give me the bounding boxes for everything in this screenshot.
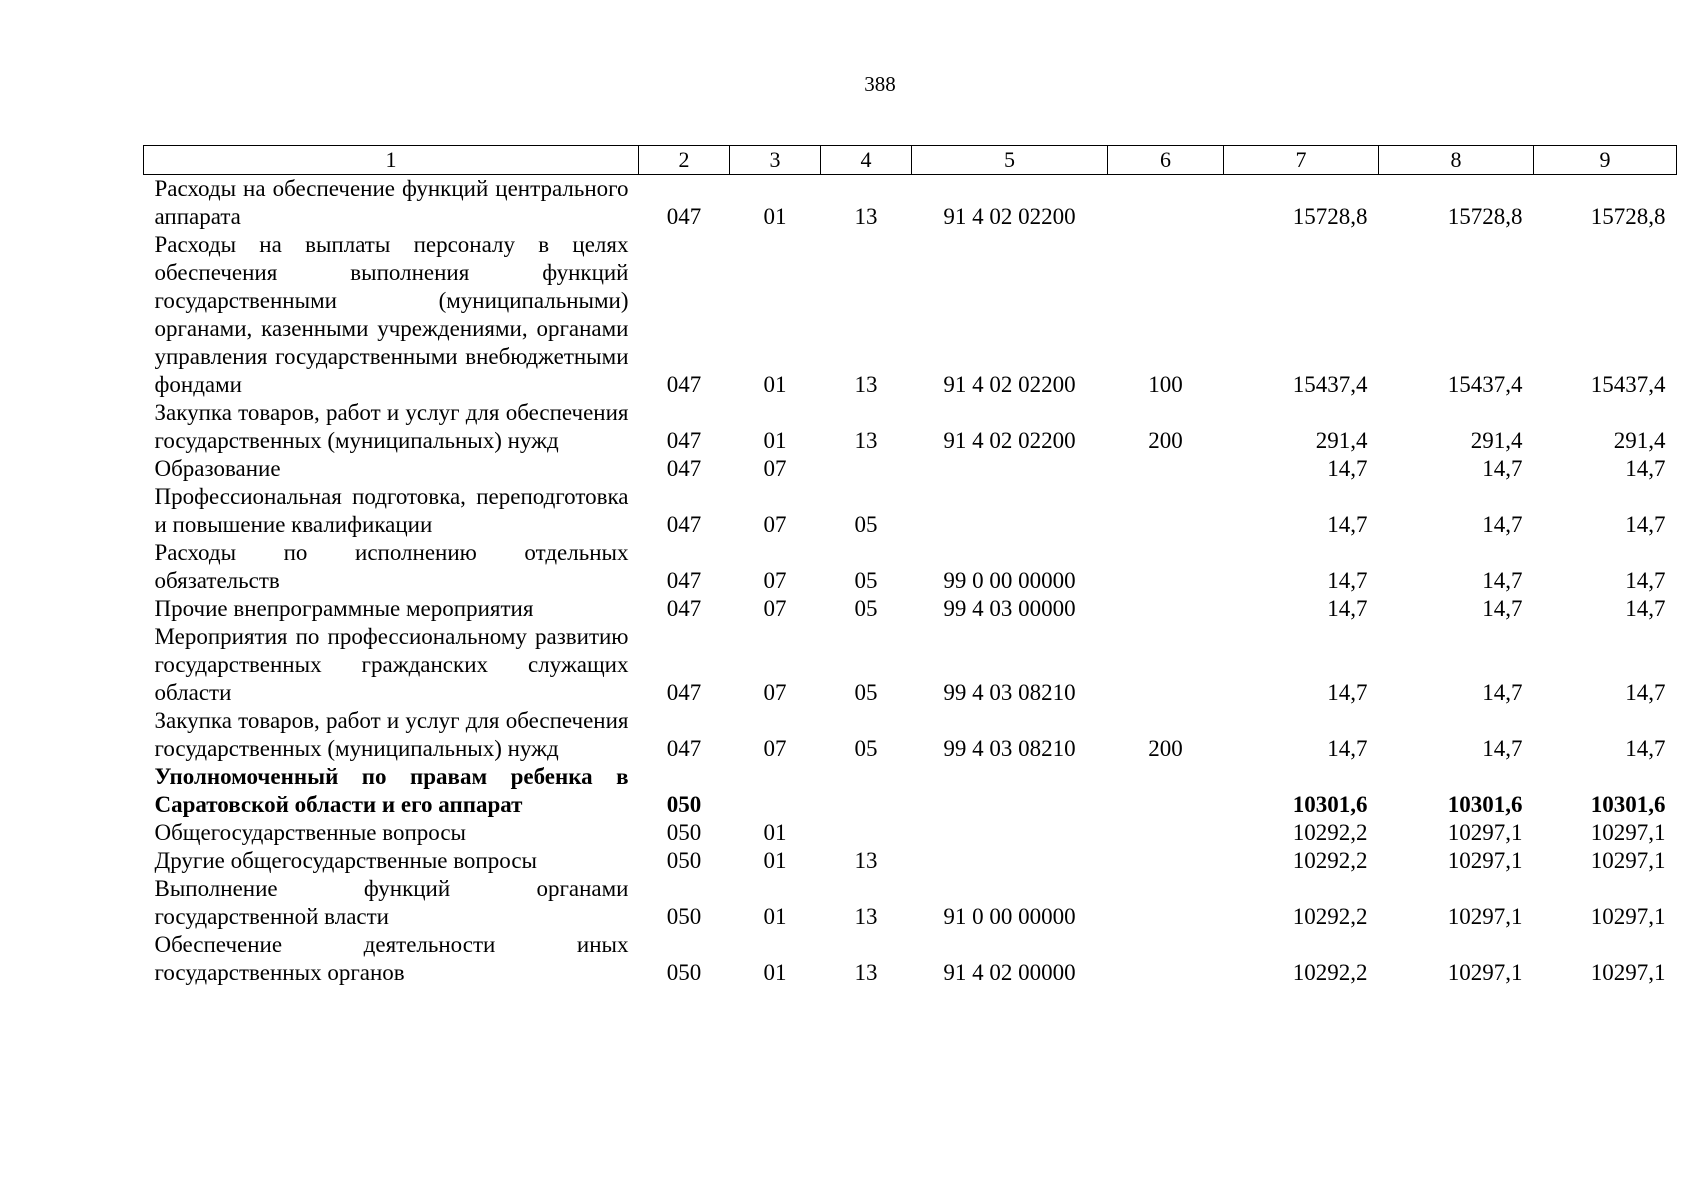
row-subsection-code: 05 <box>854 512 878 537</box>
row-expense-type-code <box>1108 539 1224 595</box>
row-ministry-code: 047 <box>666 568 702 593</box>
table-row <box>144 455 1677 483</box>
row-amount-col-7: 10301,6 <box>1292 792 1368 817</box>
row-subsection-code: 13 <box>854 428 878 453</box>
row-ministry-code: 047 <box>666 596 702 621</box>
row-subsection-code: 05 <box>854 596 878 621</box>
row-description: Профессиональная подготовка, переподготовка и повышение квалификации <box>154 484 629 537</box>
row-target-article-code: 99 4 03 08210 <box>943 736 1076 761</box>
row-description: Расходы на обеспечение функций центрального аппарата <box>154 176 629 229</box>
row-amount-col-8: 10297,1 <box>1447 848 1523 873</box>
row-expense-type-code <box>1108 175 1224 232</box>
header-col-7: 7 <box>1224 146 1379 175</box>
row-expense-type-code <box>1108 483 1224 539</box>
row-expense-type-code <box>1108 455 1224 483</box>
row-amount-col-8: 14,7 <box>1482 596 1523 621</box>
row-target-article-code: 91 4 02 02200 <box>943 428 1076 453</box>
row-section-code: 07 <box>763 568 787 593</box>
table-body <box>144 175 1677 988</box>
header-col-5: 5 <box>912 146 1108 175</box>
row-description: Обеспечение деятельности иных государственных органов <box>154 932 629 985</box>
row-amount-col-7: 14,7 <box>1327 736 1368 761</box>
row-amount-col-7: 10292,2 <box>1292 904 1368 929</box>
row-amount-col-9: 15437,4 <box>1590 372 1666 397</box>
row-subsection-code: 05 <box>854 680 878 705</box>
header-col-4: 4 <box>821 146 912 175</box>
row-amount-col-9: 14,7 <box>1625 736 1666 761</box>
row-target-article-code: 91 4 02 00000 <box>943 960 1076 985</box>
row-amount-col-7: 14,7 <box>1327 680 1368 705</box>
row-target-article-code: 91 4 02 02200 <box>943 372 1076 397</box>
row-target-article-code: 91 0 00 00000 <box>943 904 1076 929</box>
row-ministry-code: 050 <box>666 820 702 845</box>
row-target-article-code: 91 4 02 02200 <box>943 204 1076 229</box>
row-expense-type-code <box>1108 595 1224 623</box>
row-description: Закупка товаров, работ и услуг для обеспечения государственных (муниципальных) нужд <box>154 400 629 453</box>
row-amount-col-7: 14,7 <box>1327 456 1368 481</box>
row-ministry-code: 050 <box>666 960 702 985</box>
row-ministry-code: 047 <box>666 512 702 537</box>
row-target-article-code: 99 4 03 08210 <box>943 680 1076 705</box>
row-target-article-code <box>912 455 1108 483</box>
header-col-8: 8 <box>1379 146 1534 175</box>
row-expense-type-code <box>1108 763 1224 819</box>
row-description: Образование <box>154 456 281 481</box>
row-section-code: 07 <box>763 736 787 761</box>
row-section-code <box>730 763 821 819</box>
row-amount-col-7: 10292,2 <box>1292 820 1368 845</box>
row-amount-col-9: 10297,1 <box>1590 848 1666 873</box>
table-row <box>144 175 1677 232</box>
row-description: Прочие внепрограммные мероприятия <box>154 596 534 621</box>
row-expense-type-code <box>1108 875 1224 931</box>
header-col-2: 2 <box>639 146 730 175</box>
row-subsection-code <box>821 763 912 819</box>
row-amount-col-9: 10297,1 <box>1590 960 1666 985</box>
row-amount-col-8: 15728,8 <box>1447 204 1523 229</box>
row-ministry-code: 050 <box>666 792 702 817</box>
row-description: Расходы на выплаты персоналу в целях обеспечения выполнения функций государственными (муниципальными) органами, казенными учреждениями, органами управления государственными внебюджетными фондами <box>154 232 629 397</box>
row-section-code: 01 <box>763 904 787 929</box>
table-row <box>144 483 1677 539</box>
row-amount-col-8: 14,7 <box>1482 568 1523 593</box>
row-target-article-code: 99 0 00 00000 <box>943 568 1076 593</box>
row-amount-col-7: 15437,4 <box>1292 372 1368 397</box>
header-col-3: 3 <box>730 146 821 175</box>
row-expense-type-code: 200 <box>1148 428 1183 453</box>
table-row <box>144 931 1677 987</box>
row-amount-col-8: 10297,1 <box>1447 820 1523 845</box>
row-amount-col-7: 10292,2 <box>1292 960 1368 985</box>
row-expense-type-code: 200 <box>1148 736 1183 761</box>
row-target-article-code <box>912 847 1108 875</box>
row-ministry-code: 047 <box>666 456 702 481</box>
budget-table <box>143 145 1677 987</box>
table-row <box>144 623 1677 707</box>
row-amount-col-8: 14,7 <box>1482 512 1523 537</box>
row-ministry-code: 047 <box>666 736 702 761</box>
table-row <box>144 539 1677 595</box>
row-description: Другие общегосударственные вопросы <box>154 848 537 873</box>
row-section-code: 07 <box>763 512 787 537</box>
row-amount-col-9: 10297,1 <box>1590 904 1666 929</box>
table-row <box>144 707 1677 763</box>
row-amount-col-9: 14,7 <box>1625 512 1666 537</box>
row-amount-col-8: 291,4 <box>1470 428 1523 453</box>
row-subsection-code: 05 <box>854 736 878 761</box>
row-section-code: 01 <box>763 960 787 985</box>
row-amount-col-9: 291,4 <box>1613 428 1666 453</box>
row-ministry-code: 047 <box>666 372 702 397</box>
row-section-code: 01 <box>763 820 787 845</box>
row-section-code: 07 <box>763 596 787 621</box>
row-ministry-code: 047 <box>666 204 702 229</box>
row-amount-col-7: 14,7 <box>1327 512 1368 537</box>
row-subsection-code <box>821 455 912 483</box>
table-row <box>144 231 1677 399</box>
row-amount-col-8: 15437,4 <box>1447 372 1523 397</box>
row-target-article-code <box>912 483 1108 539</box>
row-subsection-code: 13 <box>854 204 878 229</box>
row-subsection-code: 13 <box>854 372 878 397</box>
row-subsection-code <box>821 819 912 847</box>
row-subsection-code: 13 <box>854 960 878 985</box>
row-expense-type-code <box>1108 819 1224 847</box>
row-subsection-code: 13 <box>854 848 878 873</box>
row-ministry-code: 050 <box>666 848 702 873</box>
table-row <box>144 399 1677 455</box>
row-expense-type-code <box>1108 847 1224 875</box>
row-amount-col-9: 14,7 <box>1625 596 1666 621</box>
row-description: Уполномоченный по правам ребенка в Саратовской области и его аппарат <box>154 764 629 817</box>
row-subsection-code: 13 <box>854 904 878 929</box>
row-section-code: 01 <box>763 428 787 453</box>
header-col-9: 9 <box>1534 146 1677 175</box>
row-expense-type-code: 100 <box>1148 372 1183 397</box>
row-amount-col-7: 10292,2 <box>1292 848 1368 873</box>
page-number: 388 <box>864 72 896 96</box>
row-amount-col-8: 10297,1 <box>1447 960 1523 985</box>
header-col-1: 1 <box>144 146 639 175</box>
row-ministry-code: 050 <box>666 904 702 929</box>
row-target-article-code <box>912 763 1108 819</box>
row-section-code: 01 <box>763 372 787 397</box>
row-description: Расходы по исполнению отдельных обязательств <box>154 540 629 593</box>
row-amount-col-8: 14,7 <box>1482 680 1523 705</box>
row-amount-col-9: 15728,8 <box>1590 204 1666 229</box>
row-amount-col-9: 14,7 <box>1625 568 1666 593</box>
row-amount-col-7: 14,7 <box>1327 596 1368 621</box>
table-row <box>144 595 1677 623</box>
row-amount-col-7: 14,7 <box>1327 568 1368 593</box>
row-amount-col-7: 291,4 <box>1315 428 1368 453</box>
row-amount-col-8: 14,7 <box>1482 456 1523 481</box>
row-amount-col-8: 10297,1 <box>1447 904 1523 929</box>
table-row <box>144 847 1677 875</box>
row-description: Закупка товаров, работ и услуг для обеспечения государственных (муниципальных) нужд <box>154 708 629 761</box>
table-row <box>144 819 1677 847</box>
row-ministry-code: 047 <box>666 428 702 453</box>
row-expense-type-code <box>1108 931 1224 987</box>
row-section-code: 01 <box>763 204 787 229</box>
row-amount-col-9: 10301,6 <box>1590 792 1666 817</box>
row-amount-col-9: 14,7 <box>1625 456 1666 481</box>
row-amount-col-7: 15728,8 <box>1292 204 1368 229</box>
row-description: Общегосударственные вопросы <box>154 820 466 845</box>
row-amount-col-8: 14,7 <box>1482 736 1523 761</box>
header-col-6: 6 <box>1108 146 1224 175</box>
row-section-code: 01 <box>763 848 787 873</box>
row-target-article-code: 99 4 03 00000 <box>943 596 1076 621</box>
row-amount-col-8: 10301,6 <box>1447 792 1523 817</box>
row-amount-col-9: 14,7 <box>1625 680 1666 705</box>
row-amount-col-9: 10297,1 <box>1590 820 1666 845</box>
row-description: Мероприятия по профессиональному развитию государственных гражданских служащих области <box>154 624 629 705</box>
header-row <box>144 146 1677 175</box>
row-description: Выполнение функций органами государственной власти <box>154 876 629 929</box>
row-section-code: 07 <box>763 456 787 481</box>
row-target-article-code <box>912 819 1108 847</box>
row-ministry-code: 047 <box>666 680 702 705</box>
row-section-code: 07 <box>763 680 787 705</box>
row-expense-type-code <box>1108 623 1224 707</box>
table-row <box>144 875 1677 931</box>
table-row <box>144 763 1677 819</box>
row-subsection-code: 05 <box>854 568 878 593</box>
